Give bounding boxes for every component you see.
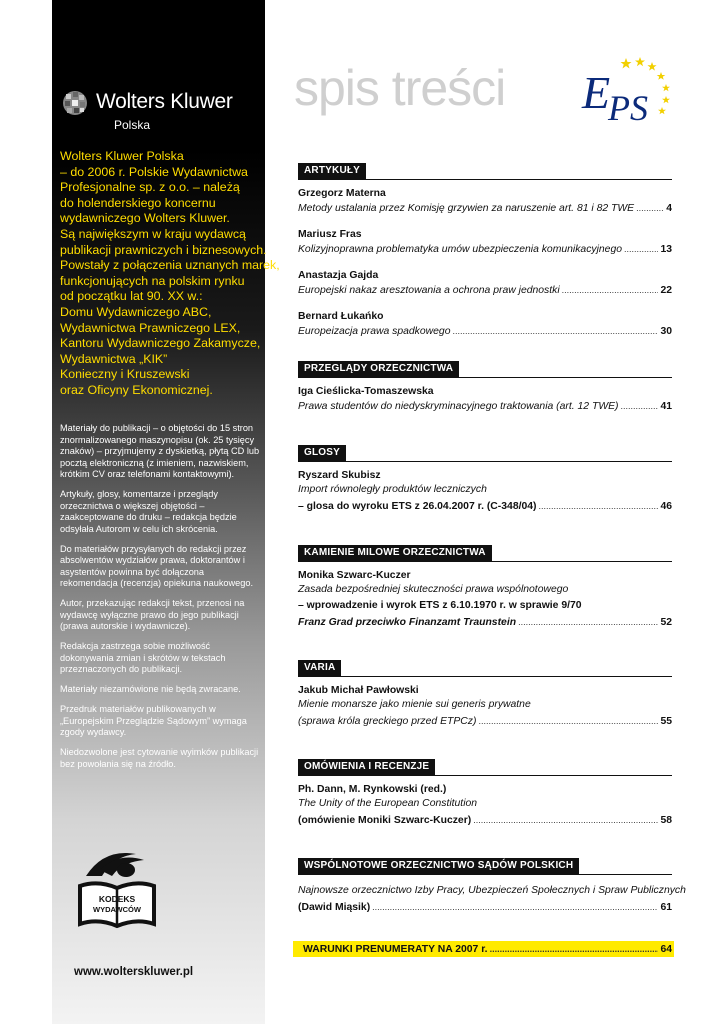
section-wspolnotowe-orzecznictwo [298, 858, 686, 916]
section-label: WSPÓLNOTOWE ORZECZNICTWO SĄDÓW POLSKICH [298, 858, 579, 874]
note-paragraph: Artykuły, glosy, komentarze i przeglądy orzecznictwa o większej objętości – zaakceptowane do druku – redakcja będzie odsyłała Autorom w celu ich skrócenia. [60, 489, 237, 534]
intro-line: – do 2006 r. Polskie Wydawnictwa [60, 164, 248, 179]
note-paragraph: Niedozwolone jest cytowanie wyimków publikacji bez powołania się na źródło. [60, 747, 259, 769]
section-varia [298, 660, 672, 730]
section-label: VARIA [298, 660, 341, 676]
section-omowienia [298, 759, 672, 829]
intro-line: publikacji prawniczych i biznesowych. [60, 242, 267, 257]
entry-title: Mienie monarsze jako mienie sui generis prywatne [298, 699, 531, 710]
toc-entry[interactable] [298, 614, 672, 631]
website-link[interactable]: www.wolterskluwer.pl [74, 966, 194, 978]
section-artykuly [298, 163, 672, 340]
intro-line: Domu Wydawniczego ABC, [60, 304, 212, 319]
intro-line: Są największym w kraju wydawcą [60, 226, 246, 241]
leader-dots [518, 614, 658, 630]
entry-author: Iga Cieślicka-Tomaszewska [298, 386, 434, 397]
toc-entry[interactable] [298, 498, 672, 515]
eps-logo-ps: PS [608, 88, 648, 128]
leader-dots [621, 398, 659, 414]
entry-author: Bernard Łukańko [298, 311, 384, 322]
entry-subtitle: (omówienie Moniki Szwarc-Kuczer) [298, 815, 472, 826]
brand-name: Wolters Kluwer [96, 90, 233, 113]
entry-subtitle: – glosa do wyroku ETS z 26.04.2007 r. (C-348/04) [298, 501, 537, 512]
toc-entry[interactable] [298, 812, 672, 829]
kodeks-wydawcow-logo [74, 846, 160, 936]
section-label: KAMIENIE MILOWE ORZECZNICTWA [298, 545, 492, 561]
section-label: PRZEGLĄDY ORZECZNICTWA [298, 361, 459, 377]
intro-line: Profesjonalne sp. z o.o. – należą [60, 180, 240, 195]
page-number: 52 [660, 617, 672, 628]
page-number: 22 [660, 285, 672, 296]
page-number: 61 [660, 902, 672, 913]
intro-line: Wydawnictwa Prawniczego LEX, [60, 320, 241, 335]
entry-author: Ryszard Skubisz [298, 470, 381, 481]
page-number: 55 [660, 716, 672, 727]
note-paragraph: Autor, przekazując redakcji tekst, przenosi na wydawcę wyłączne prawo do jego publikacji (prawa autorskie i wydawnicze). [60, 598, 245, 631]
leader-dots [453, 323, 659, 339]
leader-dots [562, 282, 659, 298]
entry-case: Franz Grad przeciwko Finanzamt Traunstein [298, 617, 517, 628]
wolters-kluwer-logo [62, 88, 262, 138]
leader-dots [539, 498, 659, 514]
entry-title: Prawa studentów do niedyskryminacyjnego traktowania (art. 12 TWE) [298, 401, 619, 412]
subscription-terms [293, 941, 674, 957]
section-kamienie-milowe [298, 545, 672, 631]
page-number: 64 [660, 944, 672, 955]
entry-title: Import równoległy produktów leczniczych [298, 484, 487, 495]
entry-author: Jakub Michał Pawłowski [298, 685, 419, 696]
toc-entry[interactable] [293, 941, 674, 958]
toc-entry[interactable] [298, 713, 672, 730]
toc-entry[interactable] [298, 200, 672, 217]
entry-title: Metody ustalania przez Komisję grzywien za naruszenie art. 81 i 82 TWE [298, 203, 635, 214]
toc-entry[interactable] [298, 282, 672, 299]
kodeks-line1: KODEKS [98, 894, 136, 904]
leader-dots [372, 899, 658, 915]
entry-subtitle: – wprowadzenie i wyrok ETS z 6.10.1970 r. w sprawie 9/70 [298, 600, 582, 611]
section-label: GLOSY [298, 445, 346, 461]
section-header [298, 361, 672, 378]
entry-title: Najnowsze orzecznictwo Izby Pracy, Ubezpieczeń Społecznych i Spraw Publicznych [298, 885, 686, 896]
section-label: OMÓWIENIA I RECENZJE [298, 759, 435, 775]
intro-line: wydawniczego Wolters Kluwer. [60, 211, 230, 226]
toc-entry[interactable] [298, 241, 672, 258]
intro-line: oraz Oficyny Ekonomicznej. [60, 382, 213, 397]
section-header [298, 858, 672, 875]
eps-logo-e: E [582, 67, 611, 118]
section-przeglady [298, 361, 672, 415]
leader-dots [478, 713, 658, 729]
section-header [298, 660, 672, 677]
entry-author: Grzegorz Materna [298, 188, 386, 199]
section-header [298, 759, 672, 776]
intro-line: Konieczny i Kruszewski [60, 367, 190, 382]
brand-country: Polska [114, 118, 151, 132]
page-number: 58 [660, 815, 672, 826]
note-paragraph: Do materiałów przysyłanych do redakcji przez absolwentów wydziałów prawa, doktorantów i asystentów powinna być dołączona rekomendacja (recenzja) opiekuna naukowego. [60, 543, 254, 588]
intro-line: Wydawnictwa „KIK” [60, 351, 168, 366]
eps-logo [578, 56, 678, 128]
leader-dots [636, 200, 664, 216]
note-paragraph: Materiały do publikacji – o objętości do 15 stron znormalizowanego maszynopisu (ok. 25 tysięcy znaków) – przyjmujemy z dyskietką, płytą CD lub pocztą elektroniczną (z imieniem, nazwiskiem, krótkim CV oraz telefonami kontaktowymi). [60, 423, 260, 479]
leader-dots [473, 812, 658, 828]
entry-author: Anastazja Gajda [298, 270, 379, 281]
intro-line: funkcjonujących na polskim rynku [60, 273, 245, 288]
wolters-kluwer-mark-icon [62, 90, 88, 116]
entry-title: Europejski nakaz aresztowania a ochrona praw jednostki [298, 285, 560, 296]
entry-title: The Unity of the European Constitution [298, 798, 478, 809]
entry-subtitle: (Dawid Miąsik) [298, 902, 371, 913]
entry-author: Monika Szwarc-Kuczer [298, 570, 411, 581]
intro-line: Powstały z połączenia uznanych marek, [60, 258, 280, 273]
intro-line: Wolters Kluwer Polska [60, 149, 184, 163]
submission-notes [60, 423, 260, 779]
entry-author: Ph. Dann, M. Rynkowski (red.) [298, 784, 447, 795]
note-paragraph: Przedruk materiałów publikowanych w „Europejskim Przeglądzie Sądowym” wymaga zgody wydawcy. [60, 704, 247, 737]
page-number: 30 [660, 326, 672, 337]
page-number: 4 [666, 203, 672, 214]
kodeks-line2: WYDAWCÓW [93, 905, 141, 914]
toc-entry[interactable] [298, 398, 672, 415]
intro-line: do holenderskiego koncernu [60, 195, 216, 210]
toc-entry[interactable] [298, 323, 672, 340]
note-paragraph: Materiały niezamówione nie będą zwracane. [60, 684, 241, 694]
note-paragraph: Redakcja zastrzega sobie możliwość dokonywania zmian i skrótów w tekstach przeznaczonych do publikacji. [60, 641, 226, 674]
intro-line: Kantoru Wydawniczego Zakamycze, [60, 336, 261, 351]
leader-dots [624, 241, 658, 257]
entry-title: WARUNKI PRENUMERATY NA 2007 r. [303, 944, 488, 955]
section-header [298, 545, 672, 562]
section-header [298, 163, 672, 180]
entry-subtitle: (sprawa króla greckiego przed ETPCz) [298, 716, 477, 727]
page-title: spis treści [294, 60, 506, 116]
publisher-intro [60, 149, 280, 399]
page-number: 46 [660, 501, 672, 512]
toc-entry[interactable] [298, 899, 672, 916]
section-header [298, 445, 672, 462]
page-number: 13 [660, 244, 672, 255]
leader-dots [490, 941, 659, 957]
intro-line: od początku lat 90. XX w.: [60, 289, 203, 304]
entry-title: Kolizyjnoprawna problematyka umów ubezpieczenia komunikacyjnego [298, 244, 623, 255]
section-label: ARTYKUŁY [298, 163, 366, 179]
entry-author: Mariusz Fras [298, 229, 362, 240]
page-number: 41 [660, 401, 672, 412]
section-glosy [298, 445, 672, 515]
entry-title: Europeizacja prawa spadkowego [298, 326, 451, 337]
entry-title: Zasada bezpośredniej skuteczności prawa wspólnotowego [298, 584, 569, 595]
sidebar [52, 0, 280, 1024]
